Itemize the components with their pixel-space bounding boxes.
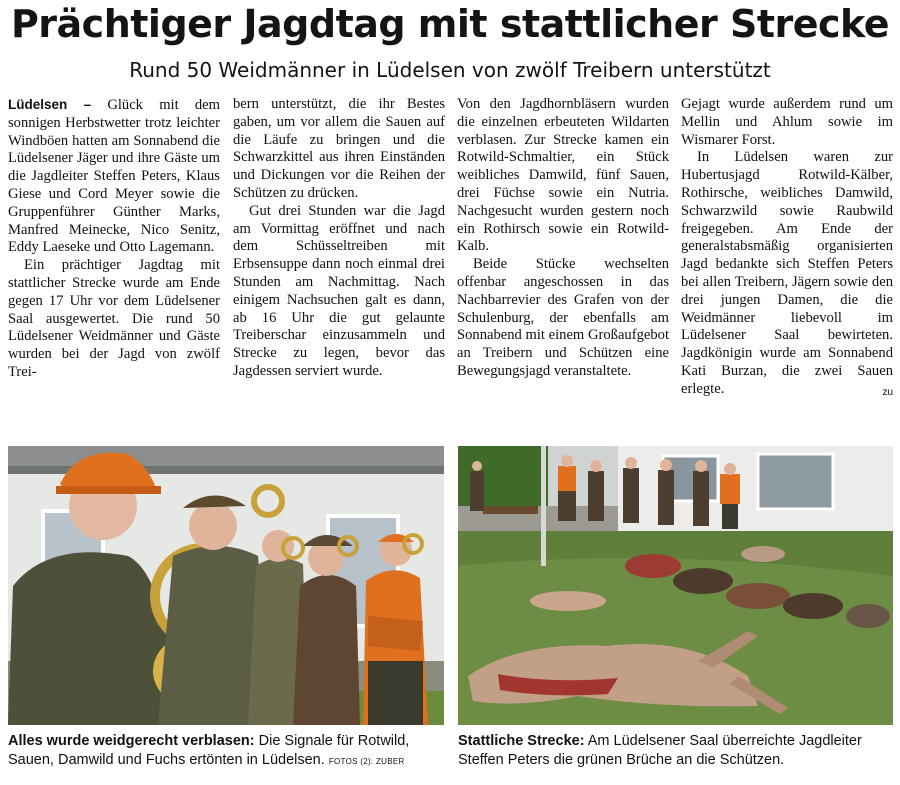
article-column-3: [457, 96, 669, 381]
article-column-1: [8, 96, 220, 382]
paragraph: Ein prächtiger Jagdtag mit stattlicher Strecke wurde am Ende gegen 17 Uhr vor dem Lüdelsener Saal ausgewertet. Die rund 50 Lüdelsener Weidmänner und Gäste wurden bei der Jagd von zwölf Trei-: [8, 257, 220, 380]
paragraph: Beide Stücke wechselten offenbar angeschossen in das Nachbarrevier des Grafen von der Schulenburg, der ebenfalls am Sonnabend mit einem Großaufgebot an Treibern und Schützen eine Bewegungsjagd veranstaltete.: [457, 256, 669, 379]
caption-right: [458, 732, 896, 770]
paragraph: Von den Jagdhornbläsern wurden die einzelnen erbeuteten Wildarten verblasen. Zur Strecke kamen ein Rotwild-Schmaltier, ein Stück weibliches Damwild, fünf Sauen, drei Füchse sowie ein Nutria. Nachgesucht wurden gestern noch ein Rothirsch sowie ein Rotwild-Kalb.: [457, 96, 669, 255]
headline: Prächtiger Jagdtag mit stattlicher Strecke: [10, 2, 890, 46]
paragraph: [681, 149, 893, 398]
paragraph-text: In Lüdelsen waren zur Hubertusjagd Rotwild-Kälber, Rothirsche, weibliches Damwild, Schwarzwild sowie Raubwild freigegeben. Am Ende der generalstabsmäßig organisierten Jagd bedankte sich Steffen Peters bei allen Treibern, Jägern sowie den drei jungen Damen, die die Weidmänner liebevoll im Lüdelsener Saal bewirteten. Jagdkönigin wurde am Sonnabend Kati Burzan, die zwei Sauen erlegte.: [681, 149, 893, 397]
photo-horn-blowers: [8, 446, 444, 725]
game-strecke-illustration: [458, 446, 893, 725]
paragraph-text: Glück mit dem sonnigen Herbstwetter trotz leichter Windböen hatten am Sonnabend die Lüdelsener Jäger und ihre Gäste um die Jagdleiter Steffen Peters, Klaus Giese und Cord Meyer sowie die Gruppenführer Günther Marks, Manfred Meinecke, Nico Senitz, Eddy Laeseke und Otto Lagemann.: [8, 97, 220, 256]
article-column-4: [681, 96, 893, 402]
caption-right-text: Am Lüdelsener Saal überreichte Jagdleiter Steffen Peters die grünen Brüche an die Schützen.: [458, 733, 862, 768]
subheadline: Rund 50 Weidmänner in Lüdelsen von zwölf Treibern unterstützt: [129, 58, 771, 82]
photo-game-on-grass: [458, 446, 893, 725]
paragraph: [8, 96, 220, 257]
horn-blowers-illustration: [8, 446, 444, 725]
author-tag: zu: [882, 386, 893, 398]
paragraph: bern unterstützt, die ihr Bestes gaben, um vor allem die Sauen auf die Läufe zu bringen und die Schwarzkittel aus ihren Einständen und Dickungen vor die Reihen der Schützen zu drücken.: [233, 96, 445, 201]
caption-left-text: Die Signale für Rotwild, Sauen, Damwild und Fuchs ertönten in Lüdelsen.: [8, 733, 410, 768]
dateline: Lüdelsen –: [8, 97, 92, 112]
paragraph: Gut drei Stunden war die Jagd am Vormittag eröffnet und nach dem Schüsseltreiben mit Erbsensuppe dann noch einmal drei Stunden am Nachmittag. Nach einigem Nachsuchen galt es dann, ab 16 Uhr die gut gelaunte Treiberschar einzusammeln und Strecke zu legen, bevor das Jagdessen serviert wurde.: [233, 202, 445, 379]
article-column-2: [233, 96, 445, 381]
caption-right-title: Stattliche Strecke:: [458, 733, 585, 749]
photo-credit: FOTOS (2): ZUBER: [328, 757, 405, 766]
caption-left: [8, 732, 448, 771]
paragraph: Gejagt wurde außerdem rund um Mellin und Ahlum sowie im Wismarer Forst.: [681, 96, 893, 148]
caption-left-title: Alles wurde weidgerecht verblasen:: [8, 733, 255, 749]
